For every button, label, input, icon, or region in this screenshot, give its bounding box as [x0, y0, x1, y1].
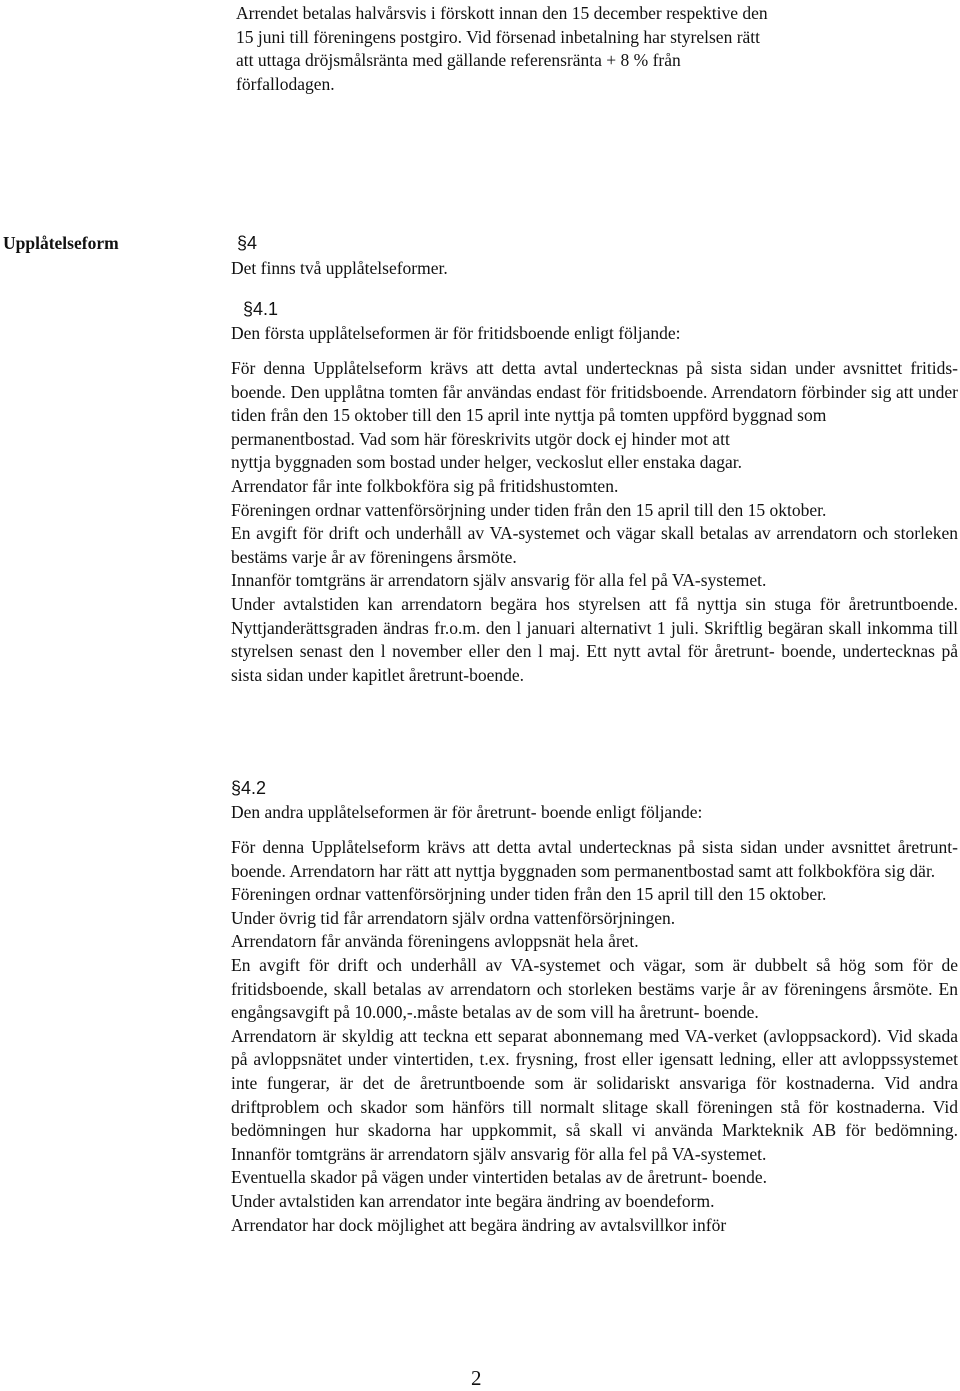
intro-line: att uttaga dröjsmålsränta med gällande referensränta + 8 % från: [236, 50, 681, 71]
section-symbol: §: [231, 778, 242, 798]
subsection-4-2-marker: [231, 777, 266, 801]
paragraph-line: Arrendator får inte folkbokföra sig på fritidshustomten.: [231, 475, 619, 496]
paragraph-line: Eventuella skador på vägen under vintertiden betalas av de åretrunt- boende.: [231, 1167, 767, 1188]
intro-paragraph: [236, 2, 876, 96]
section-4-marker: [237, 232, 257, 256]
subsection-4-1-heading: Den första upplåtelseformen är för fritidsboende enligt följande:: [231, 323, 681, 343]
subsection-number: 4.1: [253, 299, 279, 319]
intro-line: förfallodagen.: [236, 73, 335, 94]
section-symbol: §: [243, 299, 254, 319]
subsection-4-1-body: [231, 357, 958, 687]
paragraph: En avgift för drift och underhåll av VA-systemet och vägar, som är dubbelt så hög som för de fritidsboende, skall betalas av arrendatorn och storleken bestäms varje år av föreningens årsmöte. En engångsavgift på 10.000,-.måste betalas av de som vill ha åretrunt- boende.: [231, 954, 958, 1023]
paragraph: Arrendatorn är skyldig att teckna ett separat abonnemang med VA-verket (avloppsackord). Vid skada på avloppsnätet under vintertiden, t.ex. frysning, frost eller igensatt ledning, eller att avloppssystemet inte fungerar, är det de åretruntboende som är solidariskt ansvariga för kostnaderna. Vid andra driftproblem och skador som hänförs till normalt slitage skall föreningen stå för kostnaderna. Vid bedömningen hur skadorna har uppkommit, så skall vi använda Markteknik AB för bedömning. Innanför tomtgräns är arrendatorn själv ansvarig för alla fel på VA-systemet.: [231, 1025, 958, 1164]
paragraph-line: Arrendatorn får använda föreningens avloppsnät hela året.: [231, 931, 639, 952]
paragraph-line: Föreningen ordnar vattenförsörjning under tiden från den 15 april till den 15 oktober.: [231, 499, 827, 520]
subsection-4-2-heading: Den andra upplåtelseformen är för åretrunt- boende enligt följande:: [231, 802, 703, 822]
subsection-4-2-body: [231, 836, 958, 1237]
paragraph-line: Arrendator har dock möjlighet att begära ändring av avtalsvillkor inför: [231, 1214, 727, 1235]
section-number: 4: [247, 233, 258, 253]
subsection-number: 4.2: [241, 778, 267, 798]
paragraph: Under avtalstiden kan arrendatorn begära hos styrelsen att få nyttja sin stuga för åretruntboende. Nyttjanderättsgraden ändras fr.o.m. den l januari alternativt 1 juli. Skriftlig begäran skall inkomma till styrelsen senast den l november eller den l maj. Ett nytt avtal för åretrunt- boende, undertecknas på sista sidan under kapitlet åretrunt-boende.: [231, 593, 958, 685]
paragraph: Föreningen ordnar vattenförsörjning under tiden från den 15 april till den 15 oktober.: [231, 884, 827, 905]
paragraph-line: permanentbostad. Vad som här föreskrivits utgör dock ej hinder mot att: [231, 428, 730, 449]
paragraph-line: Innanför tomtgräns är arrendatorn själv ansvarig för alla fel på VA-systemet.: [231, 570, 767, 591]
section-heading-title: Upplåtelseform: [3, 233, 119, 253]
paragraph: För denna Upplåtelseform krävs att detta avtal undertecknas på sista sidan under avsnittet fritids- boende. Den upplåtna tomten får användas endast för fritidsboende. Arrendatorn förbinder sig att under tiden från den 15 oktober till den 15 april inte nyttja på tomten uppförd byggnad som: [231, 358, 958, 426]
paragraph-line: Under avtalstiden kan arrendator inte begära ändring av boendeform.: [231, 1190, 715, 1211]
intro-line: 15 juni till föreningens postgiro. Vid försenad inbetalning har styrelsen rätt: [236, 26, 761, 47]
section-symbol: §: [237, 233, 248, 253]
paragraph: En avgift för drift och underhåll av VA-systemet och vägar skall betalas av arrendatorn och storleken bestäms varje år av föreningens årsmöte.: [231, 523, 958, 567]
paragraph: För denna Upplåtelseform krävs att detta avtal undertecknas på sista sidan under avsnittet åretrunt- boende. Arrendatorn har rätt att nyttja byggnaden som permanentbostad samt att folkbokföra sig där.: [231, 837, 958, 881]
intro-line: Arrendet betalas halvårsvis i förskott innan den 15 december respektive den: [236, 3, 768, 23]
subsection-4-1-marker: [243, 298, 278, 322]
page-number: 2: [471, 1366, 482, 1390]
paragraph-line: nyttja byggnaden som bostad under helger, veckoslut eller enstaka dagar.: [231, 452, 743, 473]
paragraph-line: Under övrig tid får arrendatorn själv ordna vattenförsörjningen.: [231, 907, 676, 928]
section-4-text: Det finns två upplåtelseformer.: [231, 258, 448, 278]
